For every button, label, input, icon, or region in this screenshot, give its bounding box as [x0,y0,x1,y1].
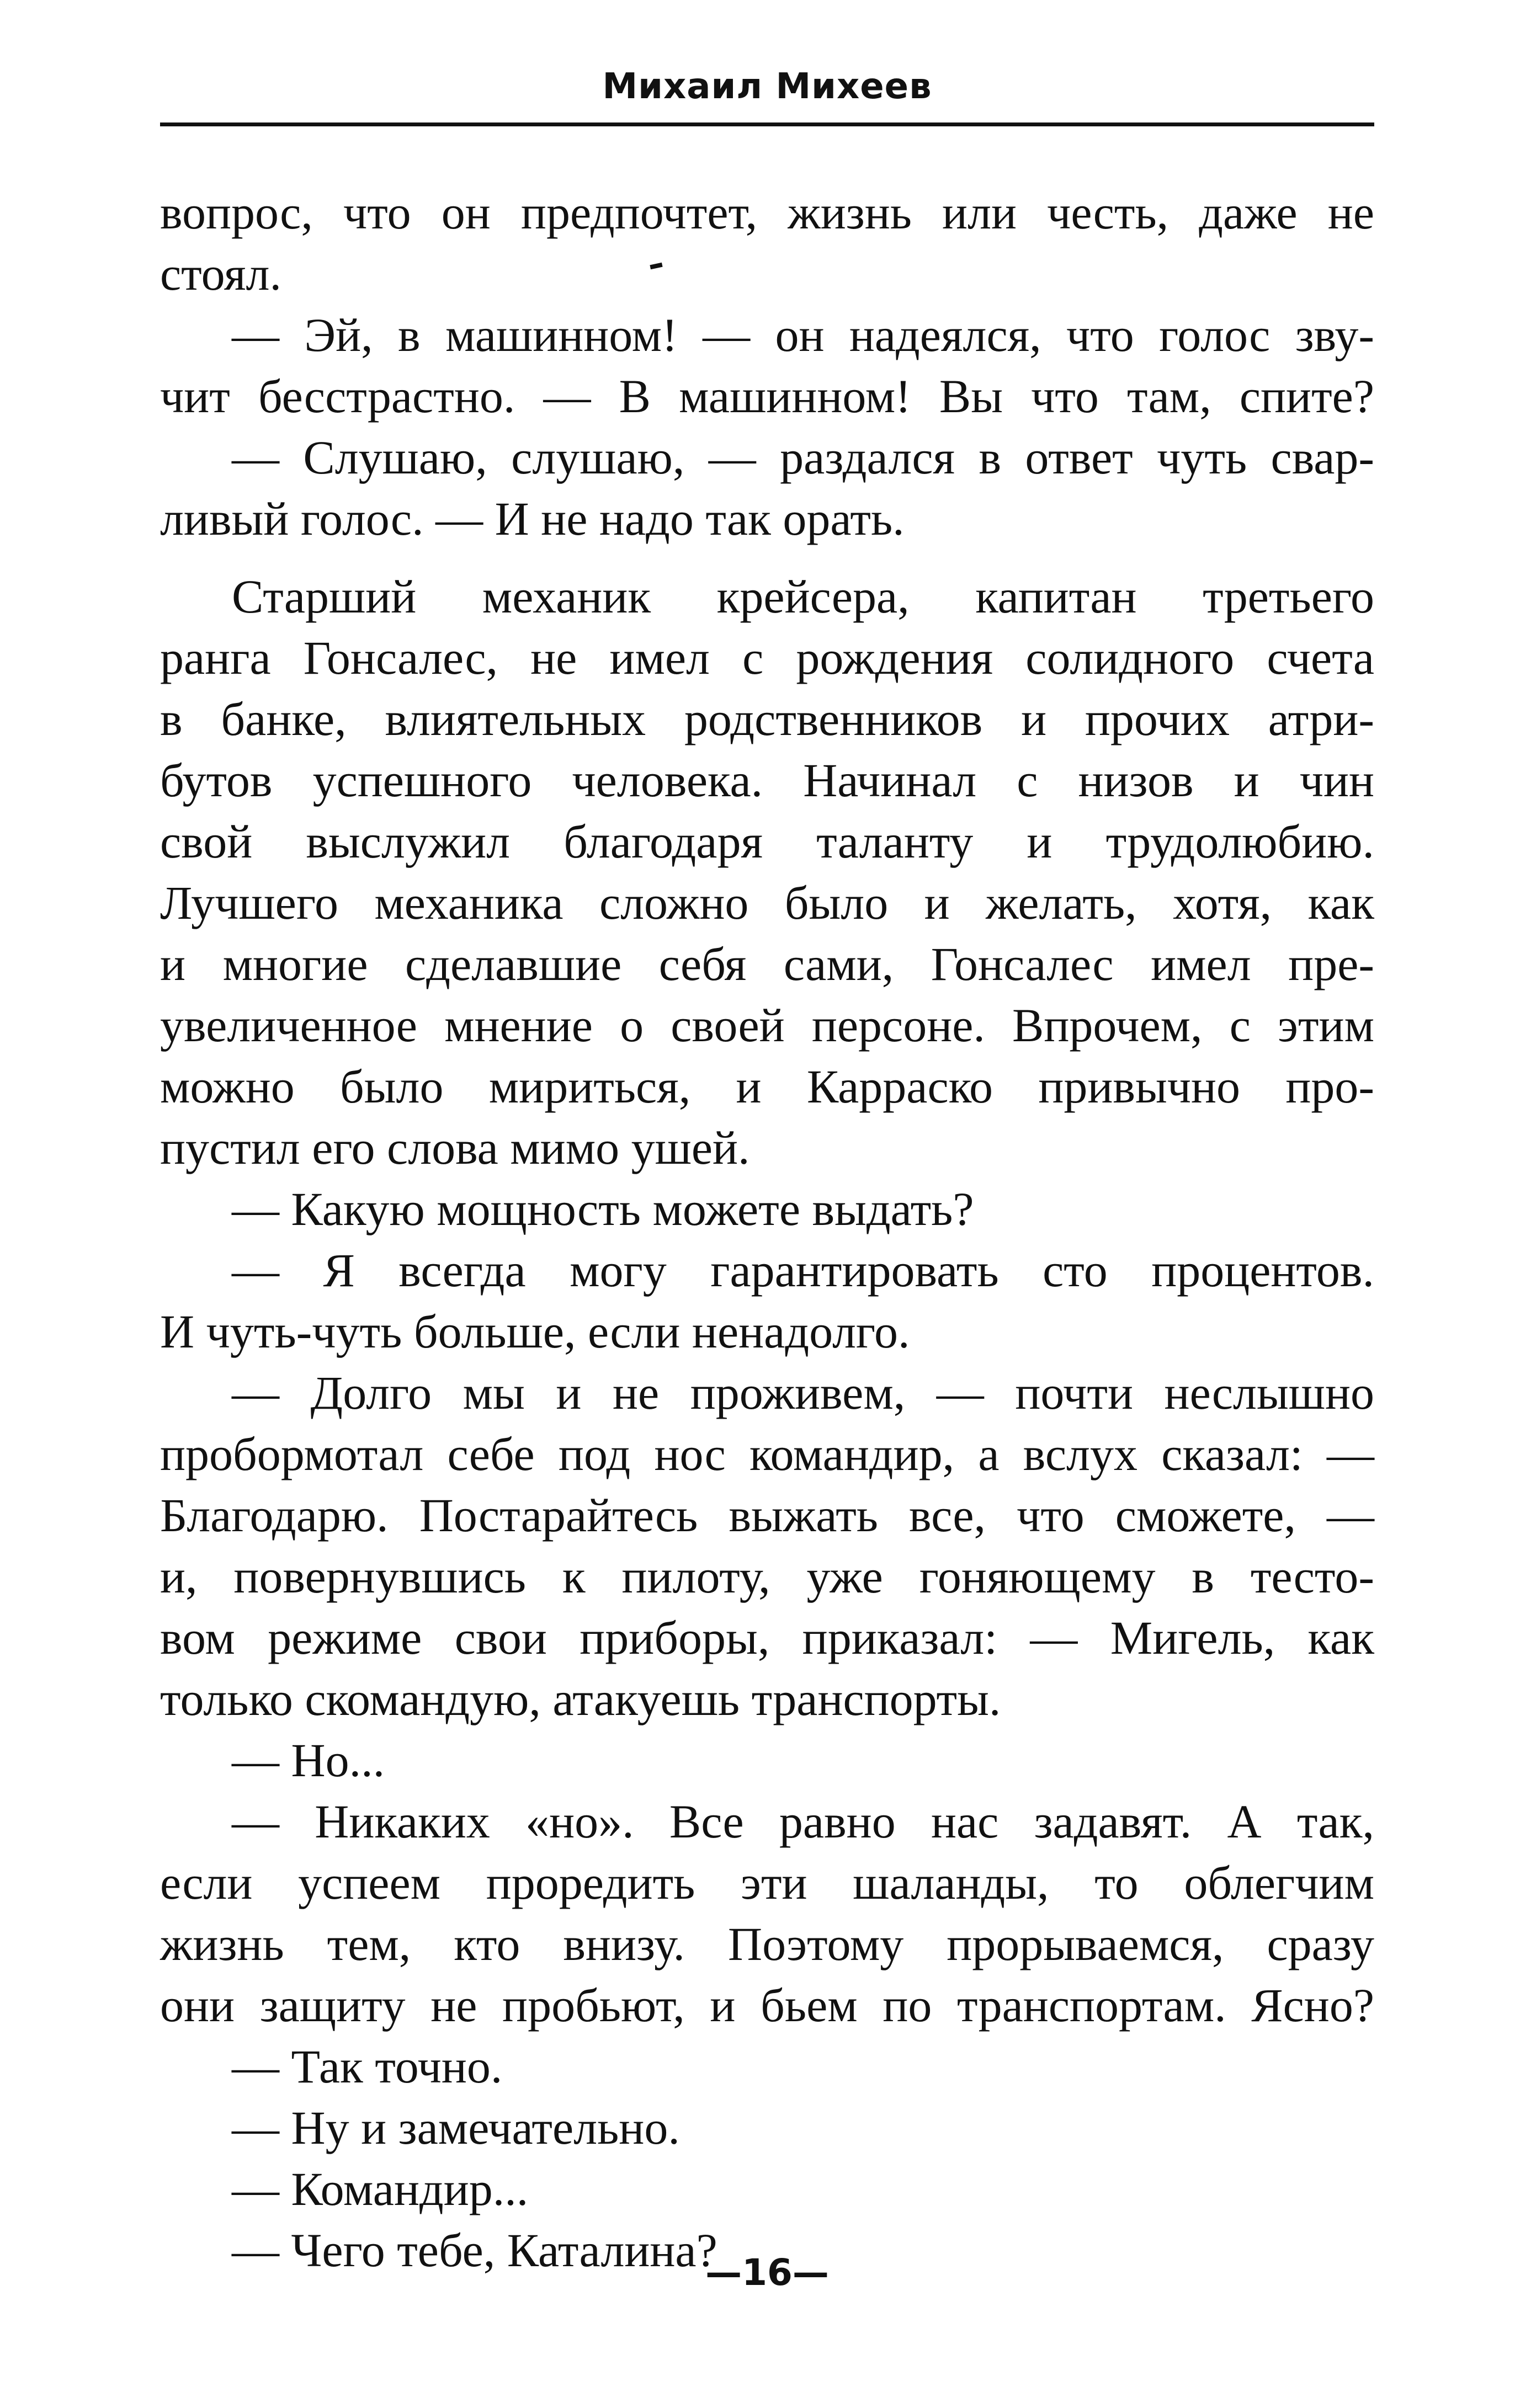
text-line: — Так точно. [232,2040,503,2093]
text-line: вом режиме свои приборы, приказал: — Мигель, как [160,1611,1374,1664]
text-line: — Ну и замечательно. [232,2101,680,2154]
text-line: — Командир... [232,2162,529,2215]
text-line: — Слушаю, слушаю, — раздался в ответ чуть свар- [232,431,1374,484]
text-line: увеличенное мнение о своей персоне. Впрочем, с этим [160,999,1374,1052]
text-line: в банке, влиятельных родственников и прочих атри- [160,692,1374,745]
paragraph-gap [160,550,1374,566]
text-line: Лучшего механика сложно было и желать, хотя, как [160,876,1374,929]
text-line: жизнь тем, кто внизу. Поэтому прорываемся, сразу [160,1917,1374,1970]
text-line: только скомандую, атакуешь транспорты. [160,1672,1001,1725]
text-line: и многие сделавшие себя сами, Гонсалес имел пре- [160,937,1374,990]
text-line: пробормотал себе под нос командир, а вслух сказал: — [160,1427,1374,1480]
text-line: — Чего тебе, Каталина? [232,2224,717,2277]
text-line: если успеем проредить эти шаланды, то облегчим [160,1856,1374,1909]
text-line: ливый голос. — И не надо так орать. [160,492,905,545]
text-line: чит бесстрастно. — В машинном! Вы что там, спите? [160,370,1374,423]
text-line: можно было мириться, и Карраско привычно про- [160,1060,1374,1113]
text-line: — Но... [232,1734,385,1787]
header-rule [160,122,1374,126]
text-line: свой выслужил благодаря таланту и трудолюбию. [160,815,1374,868]
text-line: — Никаких «но». Все равно нас задавят. А так, [232,1795,1374,1848]
page-number: —16— [705,2251,829,2294]
text-line: Старший механик крейсера, капитан третьего [232,570,1374,623]
text-line: ранга Гонсалес, не имел с рождения солидного счета [160,631,1374,684]
text-line: — Какую мощность можете выдать? [232,1182,974,1235]
text-line: вопрос, что он предпочтет, жизнь или честь, даже не [160,186,1374,239]
text-line: бутов успешного человека. Начинал с низов и чин [160,754,1374,807]
body-text [160,182,1374,2281]
text-line: — Я всегда могу гарантировать сто процентов. [232,1244,1374,1297]
text-line: Благодарю. Постарайтесь выжать все, что сможете, — [160,1489,1374,1542]
text-line: — Долго мы и не проживем, — почти неслышно [232,1366,1374,1419]
text-line: — Эй, в машинном! — он надеялся, что голос зву- [232,308,1374,361]
running-head: Михаил Михеев [602,66,932,107]
text-line: стоял. [160,247,281,300]
text-line: они защиту не пробьют, и бьем по транспортам. Ясно? [160,1979,1374,2032]
text-line: и, повернувшись к пилоту, уже гоняющему в тесто- [160,1550,1374,1603]
text-line: пустил его слова мимо ушей. [160,1121,750,1174]
text-line: И чуть-чуть больше, если ненадолго. [160,1305,910,1358]
